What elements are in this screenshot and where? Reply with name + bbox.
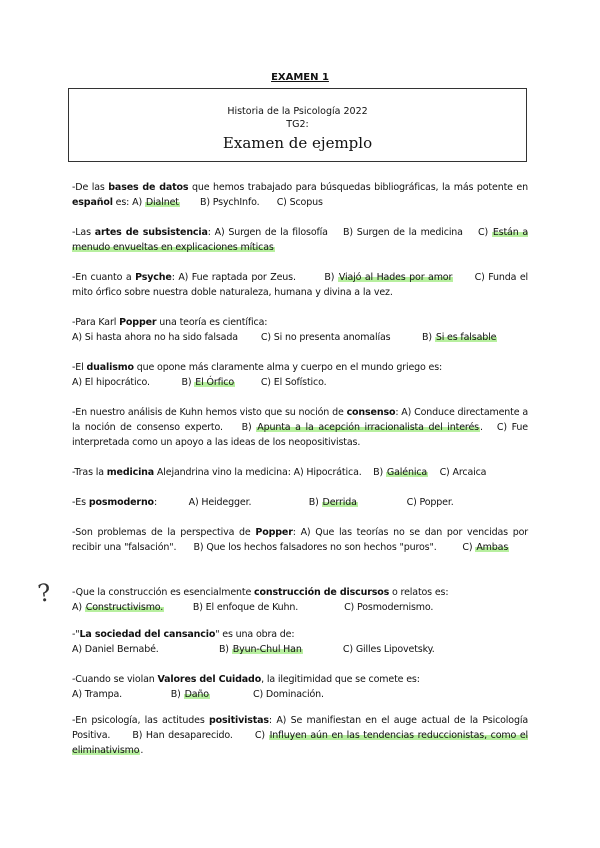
answer-highlight: Ambas: [476, 542, 509, 553]
question-5: -El dualismo que opone más claramente alma y cuerpo en el mundo griego es: A) El hipocrático. B) El Órfico C) El Sofístico.: [72, 362, 443, 388]
answer-highlight: Viajó al Hades por amor: [338, 272, 453, 283]
option-a[interactable]: A) Surgen de la filosofía: [214, 227, 328, 238]
option-c[interactable]: C) Arcaica: [439, 467, 487, 478]
answer-highlight: Derrida: [322, 497, 357, 508]
option-b[interactable]: B) Derrida: [308, 497, 357, 508]
option-b[interactable]: B) Galénica: [373, 467, 428, 478]
option-b[interactable]: B) Si es falsable: [422, 332, 497, 343]
option-a[interactable]: A) Dialnet: [132, 197, 179, 208]
option-b[interactable]: B) Que los hechos falsadores no son hechos "puros".: [193, 542, 437, 553]
option-a[interactable]: A) Constructivismo.: [72, 602, 164, 613]
option-b[interactable]: B) Viajó al Hades por amor: [324, 272, 453, 283]
option-c[interactable]: C) Funda el mito órfico sobre nuestra doble naturaleza, humana y divina a la vez.: [72, 272, 529, 298]
option-a[interactable]: A) Si hasta ahora no ha sido falsada: [72, 332, 238, 343]
option-b[interactable]: B) Daño: [170, 689, 209, 700]
question-2: -Las artes de subsistencia: A) Surgen de la filosofía B) Surgen de la medicina C) Están a menudo envueltas en explicaciones míticas: [72, 227, 529, 253]
option-c[interactable]: C) Dominación.: [253, 689, 324, 700]
option-b[interactable]: B) PsychInfo.: [199, 197, 260, 208]
exam-title: Examen de ejemplo: [222, 134, 373, 152]
question-4: -Para Karl Popper una teoría es científica: A) Si hasta ahora no ha sido falsada C) Si no presenta anomalías B) Si es falsable: [72, 317, 497, 343]
option-a[interactable]: A) Heidegger.: [188, 497, 252, 508]
question-13: -En psicología, las actitudes positivistas: A) Se manifiestan en el auge actual de la Psicología Positiva. B) Han desaparecido. C) Influyen aún en las tendencias reduccionistas, como el eliminativismo.: [72, 715, 529, 756]
option-c[interactable]: C) El Sofístico.: [260, 377, 327, 388]
question-7: -Tras la medicina Alejandrina vino la medicina: A) Hipocrática. B) Galénica C) Arcaica: [72, 467, 487, 478]
question-1: -De las bases de datos que hemos trabajado para búsquedas bibliográficas, la más potente en español es: A) Dialnet B) PsychInfo. C) Scopus: [72, 182, 529, 208]
exam-heading: EXAMEN 1: [271, 72, 329, 83]
option-b[interactable]: B) Surgen de la medicina: [343, 227, 463, 238]
option-b[interactable]: B) Han desaparecido.: [132, 730, 233, 741]
option-b[interactable]: B) Byun-Chul Han: [218, 644, 302, 655]
option-a[interactable]: A) Se manifiestan en el auge actual de la Psicología Positiva.: [72, 715, 528, 741]
question-9: -Son problemas de la perspectiva de Popper: A) Que las teorías no se dan por vencidas por recibir una "falsación". B) Que los hechos falsadores no son hechos "puros". C) Ambas: [72, 527, 529, 553]
option-c[interactable]: C) Fue interpretada como un apoyo a las ideas de los neopositivistas.: [72, 422, 529, 448]
question-6: -En nuestro análisis de Kuhn hemos visto que su noción de consenso: A) Conduce directamente a la noción de consenso experto. B) Apunta a la acepción irracionalista del interés. C) Fue interpretada como un apoyo a las ideas de los neopositivistas.: [72, 407, 529, 448]
answer-highlight: Daño: [184, 689, 209, 700]
option-a[interactable]: A) Conduce directamente a la noción de consenso experto.: [72, 407, 529, 433]
answer-highlight: Galénica: [386, 467, 428, 478]
option-a[interactable]: A) Trampa.: [72, 689, 122, 700]
answer-highlight: Dialnet: [145, 197, 179, 208]
answer-highlight: El Órfico: [195, 377, 234, 388]
option-a[interactable]: A) Daniel Bernabé.: [72, 644, 159, 655]
header-box: [68, 88, 527, 162]
option-a[interactable]: A) Hipocrática.: [293, 467, 362, 478]
option-c[interactable]: C) Gilles Lipovetsky.: [342, 644, 435, 655]
question-11: -"La sociedad del cansancio" es una obra de: A) Daniel Bernabé. B) Byun-Chul Han C) Gilles Lipovetsky.: [72, 629, 435, 655]
option-c[interactable]: C) Ambas: [462, 542, 509, 553]
option-c[interactable]: C) Popper.: [406, 497, 454, 508]
course-name: Historia de la Psicología 2022: [227, 106, 368, 117]
option-a[interactable]: A) Que las teorías no se dan por vencidas por recibir una "falsación".: [72, 527, 529, 553]
option-c[interactable]: C) Scopus: [276, 197, 323, 208]
option-a[interactable]: A) El hipocrático.: [72, 377, 150, 388]
answer-highlight: Influyen aún en las tendencias reduccionistas, como el eliminativismo: [72, 730, 529, 756]
option-b[interactable]: B) Apunta a la acepción irracionalista del interés.: [241, 422, 483, 433]
question-12: -Cuando se violan Valores del Cuidado, la ilegitimidad que se comete es: A) Trampa. B) Daño C) Dominación.: [72, 674, 420, 700]
answer-highlight: Byun-Chul Han: [232, 644, 302, 655]
question-10: -Que la construcción es esencialmente construcción de discursos o relatos es: A) Constructivismo. B) El enfoque de Kuhn. C) Posmodernismo.: [72, 587, 449, 613]
option-c[interactable]: C) Influyen aún en las tendencias reduccionistas, como el eliminativismo.: [72, 730, 529, 756]
option-b[interactable]: B) El Órfico: [181, 377, 234, 388]
option-c[interactable]: C) Si no presenta anomalías: [260, 332, 391, 343]
answer-highlight: Constructivismo.: [85, 602, 164, 613]
answer-highlight: Están a menudo envueltas en explicaciones míticas: [72, 227, 529, 253]
answer-highlight: Si es falsable: [435, 332, 497, 343]
answer-highlight: Apunta a la acepción irracionalista del interés: [257, 422, 479, 433]
tg-label: TG2:: [286, 119, 309, 130]
option-b[interactable]: B) El enfoque de Kuhn.: [192, 602, 299, 613]
option-c[interactable]: C) Posmodernismo.: [344, 602, 434, 613]
handwritten-question-mark: ?: [36, 578, 53, 608]
question-8: -Es posmoderno: A) Heidegger. B) Derrida C) Popper.: [72, 497, 454, 508]
option-a[interactable]: A) Fue raptada por Zeus.: [178, 272, 296, 283]
question-3: -En cuanto a Psyche: A) Fue raptada por Zeus. B) Viajó al Hades por amor C) Funda el mito órfico sobre nuestra doble naturaleza, humana y divina a la vez.: [72, 272, 529, 298]
option-c[interactable]: C) Están a menudo envueltas en explicaciones míticas: [72, 227, 529, 253]
